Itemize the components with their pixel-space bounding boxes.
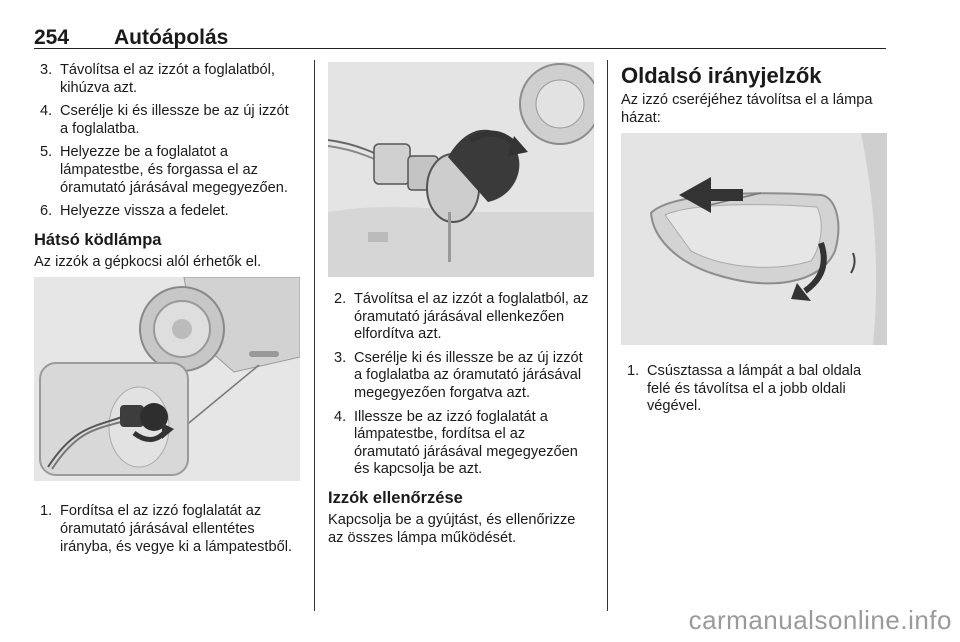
list-item: 6. Helyezze vissza a fedelet. [40, 203, 229, 220]
column-middle [328, 62, 594, 547]
list-item: 2. Távolítsa el az izzót a foglalatból, az óramutató járásával ellenkezően elfordítva azt. [334, 291, 589, 343]
page-number: 254 [34, 26, 70, 49]
illustration-side-indicator [621, 133, 887, 345]
list-item: 1. Csúsztassa a lámpát a bal oldala felé és távolítsa el a jobb oldali végével. [627, 363, 862, 415]
column-right [621, 62, 887, 422]
section-heading-side-indicators: Oldalsó irányjelzők [621, 63, 822, 88]
list-item: 5. Helyezze be a foglalatot a lámpatestbe, és forgassa el az óramutató járásával megegyezően. [40, 144, 288, 196]
column-divider [314, 60, 315, 611]
steps-list [34, 62, 300, 221]
list-item: 3. Cserélje ki és illessze be az új izzót a foglalatba az óramutató járásával megegyezően forgatva azt. [334, 349, 583, 401]
column-left [34, 62, 300, 562]
steps-list [621, 363, 887, 416]
column-divider [607, 60, 608, 611]
list-item: 1. Fordítsa el az izzó foglalatát az óramutató járásával ellentétes irányba, és vegye ki a lámpatestből. [40, 503, 293, 555]
page-title: Autóápolás [114, 26, 229, 49]
watermark-text: carmanualsonline.info [688, 605, 952, 635]
list-item: 4. Illessze be az izzó foglalatát a lámpatestbe, fordítsa el az óramutató járásával megegyezően és kapcsolja be azt. [334, 408, 578, 478]
paragraph-text: Kapcsolja be a gyújtást, és ellenőrizze az összes lámpa működését. [328, 511, 576, 546]
list-item: 4. Cserélje ki és illessze be az új izzót a foglalatba. [40, 103, 289, 137]
intro-text: Az izzók a gépkocsi alól érhetők el. [34, 253, 262, 270]
section-heading-rear-fog-lamp: Hátsó ködlámpa [34, 230, 162, 249]
steps-list [34, 503, 300, 556]
list-item: 3. Távolítsa el az izzót a foglalatból, kihúzva azt. [40, 62, 275, 96]
section-heading-bulb-check: Izzók ellenőrzése [328, 488, 463, 507]
steps-list [328, 291, 594, 479]
illustration-bulb-socket [328, 62, 594, 277]
illustration-rear-fog-lamp [34, 277, 300, 481]
intro-text: Az izzó cseréjéhez távolítsa el a lámpa házat: [621, 92, 873, 126]
page-header [34, 8, 886, 49]
